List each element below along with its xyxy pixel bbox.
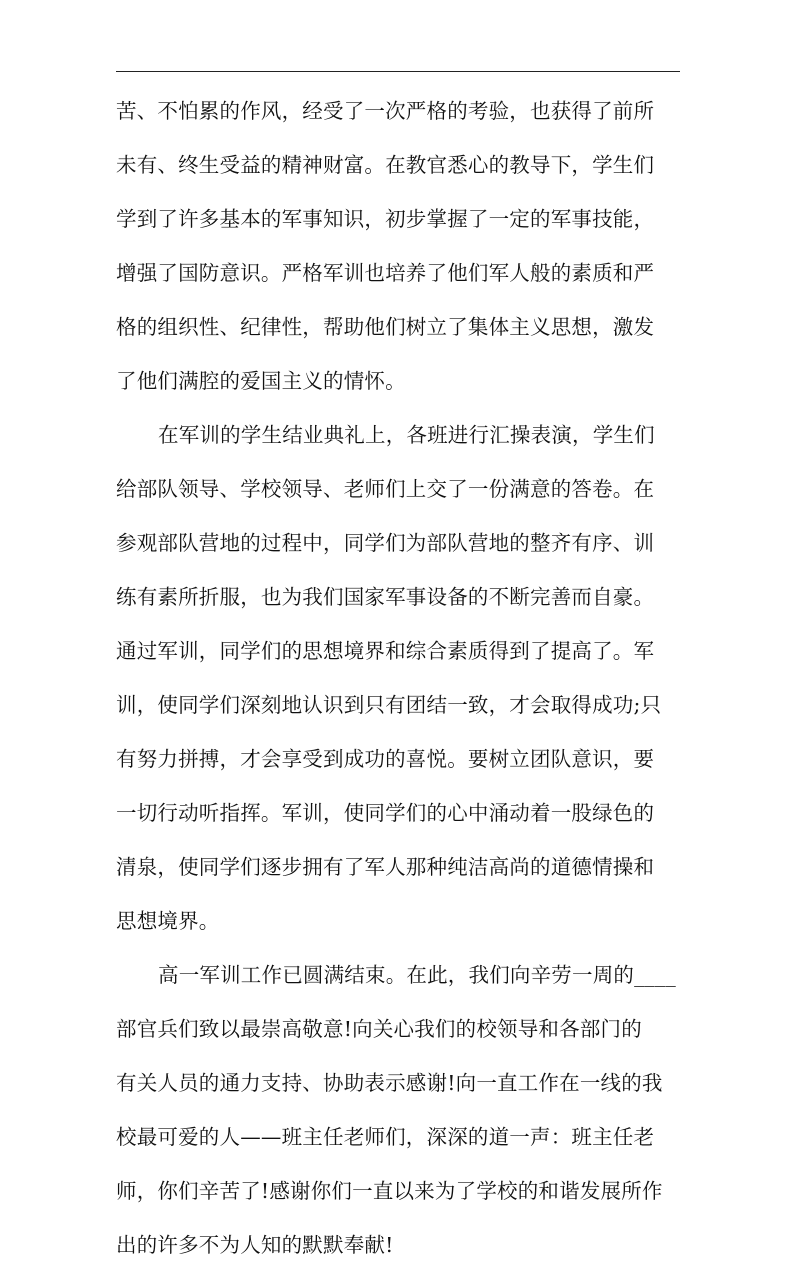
text-line: 练有素所折服，也为我们国家军事设备的不断完善而自豪。	[116, 585, 655, 609]
text-line: 高一军训工作已圆满结束。在此，我们向辛劳一周的____	[158, 963, 676, 987]
paragraph-3	[116, 948, 686, 1272]
text-line: 校最可爱的人——班主任老师们，深深的道一声：班主任老	[116, 1125, 655, 1149]
text-line: 思想境界。	[116, 909, 220, 933]
text-line: 通过军训，同学们的思想境界和综合素质得到了提高了。军	[116, 639, 655, 663]
text-line: 有努力拼搏，才会享受到成功的喜悦。要树立团队意识，要	[116, 747, 655, 771]
text-line: 苦、不怕累的作风，经受了一次严格的考验，也获得了前所	[116, 99, 655, 123]
text-line: 格的组织性、纪律性，帮助他们树立了集体主义思想，激发	[116, 315, 655, 339]
text-line: 一切行动听指挥。军训，使同学们的心中涌动着一股绿色的	[116, 801, 655, 825]
text-line: 未有、终生受益的精神财富。在教官悉心的教导下，学生们	[116, 153, 655, 177]
text-line: 师，你们辛苦了!感谢你们一直以来为了学校的和谐发展所作	[116, 1179, 663, 1203]
header-rule	[116, 71, 680, 72]
text-line: 给部队领导、学校领导、老师们上交了一份满意的答卷。在	[116, 477, 655, 501]
text-line: 清泉，使同学们逐步拥有了军人那种纯洁高尚的道德情操和	[116, 855, 655, 879]
paragraph-1	[116, 84, 686, 408]
text-line: 部官兵们致以最崇高敬意!向关心我们的校领导和各部门的	[116, 1017, 642, 1041]
text-line: 增强了国防意识。严格军训也培养了他们军人般的素质和严	[116, 261, 655, 285]
text-line: 参观部队营地的过程中，同学们为部队营地的整齐有序、训	[116, 531, 655, 555]
body-text	[116, 84, 686, 1272]
text-line: 了他们满腔的爱国主义的情怀。	[116, 369, 406, 393]
text-line: 有关人员的通力支持、协助表示感谢!向一直工作在一线的我	[116, 1071, 663, 1095]
text-line: 出的许多不为人知的默默奉献!	[116, 1233, 394, 1257]
text-line: 训，使同学们深刻地认识到只有团结一致，才会取得成功;只	[116, 693, 662, 717]
paragraph-2	[116, 408, 686, 948]
text-line: 学到了许多基本的军事知识，初步掌握了一定的军事技能，	[116, 207, 655, 231]
text-line: 在军训的学生结业典礼上，各班进行汇操表演，学生们	[158, 423, 655, 447]
